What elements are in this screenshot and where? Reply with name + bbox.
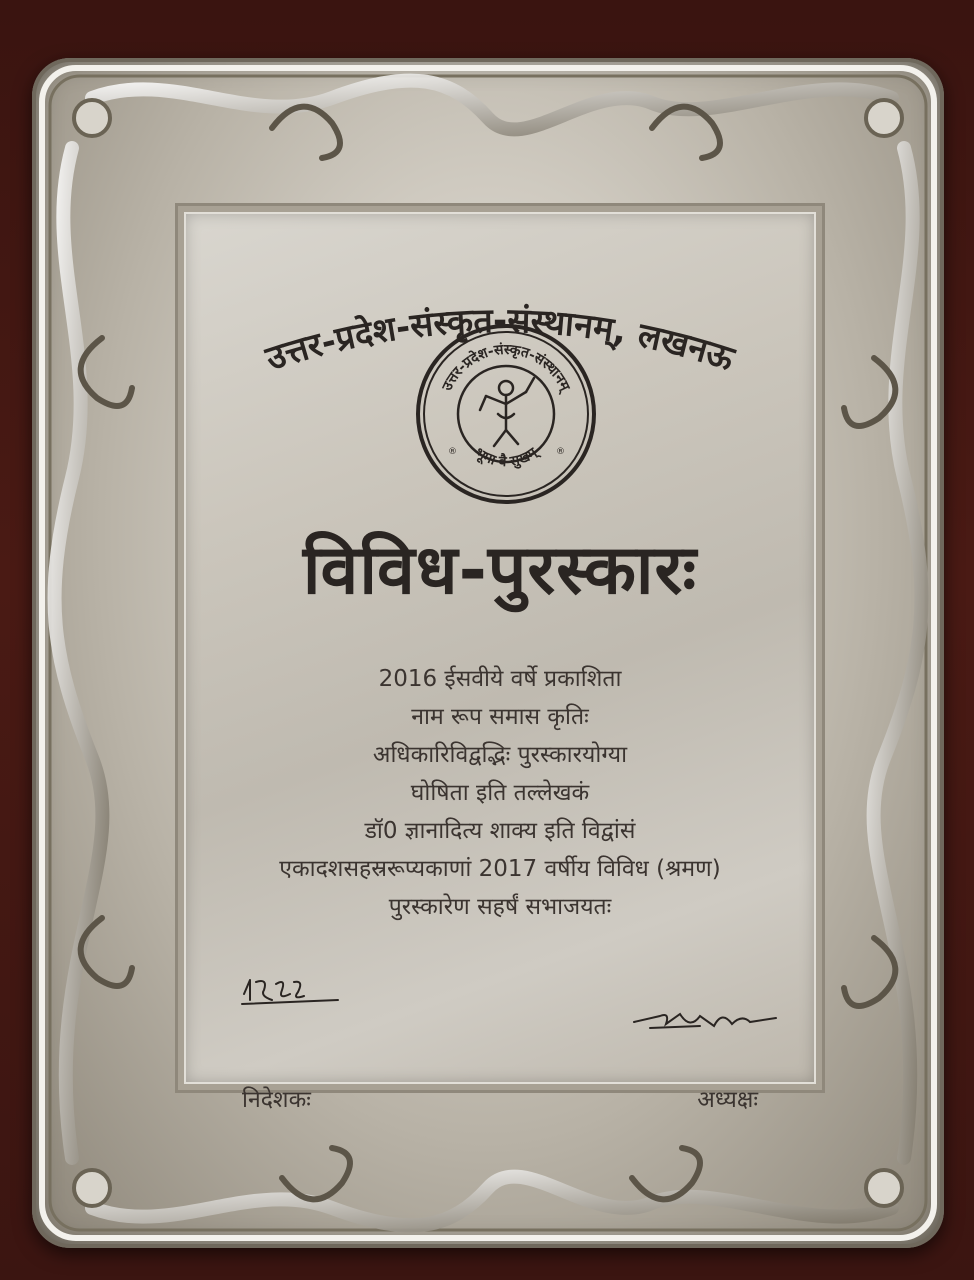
citation-line: एकादशसहस्ररूप्यकाणां 2017 वर्षीय विविध (श्रमण) [279,856,721,882]
engraved-plate [178,206,822,1113]
director-label: निदेशकः [242,1087,311,1113]
citation-line: 2016 ईसवीये वर्षे प्रकाशिता [378,666,622,692]
institute-seal [414,322,598,506]
svg-text:उत्तर-प्रदेश-संस्कृत-संस्थानम् [439,342,574,396]
citation-line: अधिकारिविद्वद्भिः पुरस्कारयोग्या [372,742,628,768]
chairman-label: अध्यक्षः [697,1087,758,1113]
deity-figure-icon [480,378,534,446]
svg-text:भूमा वै सुखम् [471,443,542,471]
chairman-signature [630,1002,780,1038]
seal-ring-text: उत्तर-प्रदेश-संस्कृत-संस्थानम् [439,341,573,394]
institute-name-text: उत्तर-प्रदेश-संस्कृत-संस्थानम्, लखनऊ [261,300,739,380]
citation-line: नाम रूप समास कृतिः [411,704,589,730]
seal-dot-left: ® [448,447,457,457]
seal-motto-text: भूमा वै सुखम् [471,444,541,471]
citation-line: पुरस्कारेण सहर्षं सभाजयतः [388,894,612,920]
citation-line: घोषिता इति तल्लेखकं [410,780,590,806]
award-title: विविध-पुरस्कारः [302,531,698,610]
citation-text [184,660,816,926]
seal-dot-right: ® [556,447,565,457]
director-signature [238,970,348,1010]
silver-plaque-frame [32,58,944,1248]
citation-line: डॉ0 ज्ञानादित्य शाक्य इति विद्वांसं [364,818,636,844]
